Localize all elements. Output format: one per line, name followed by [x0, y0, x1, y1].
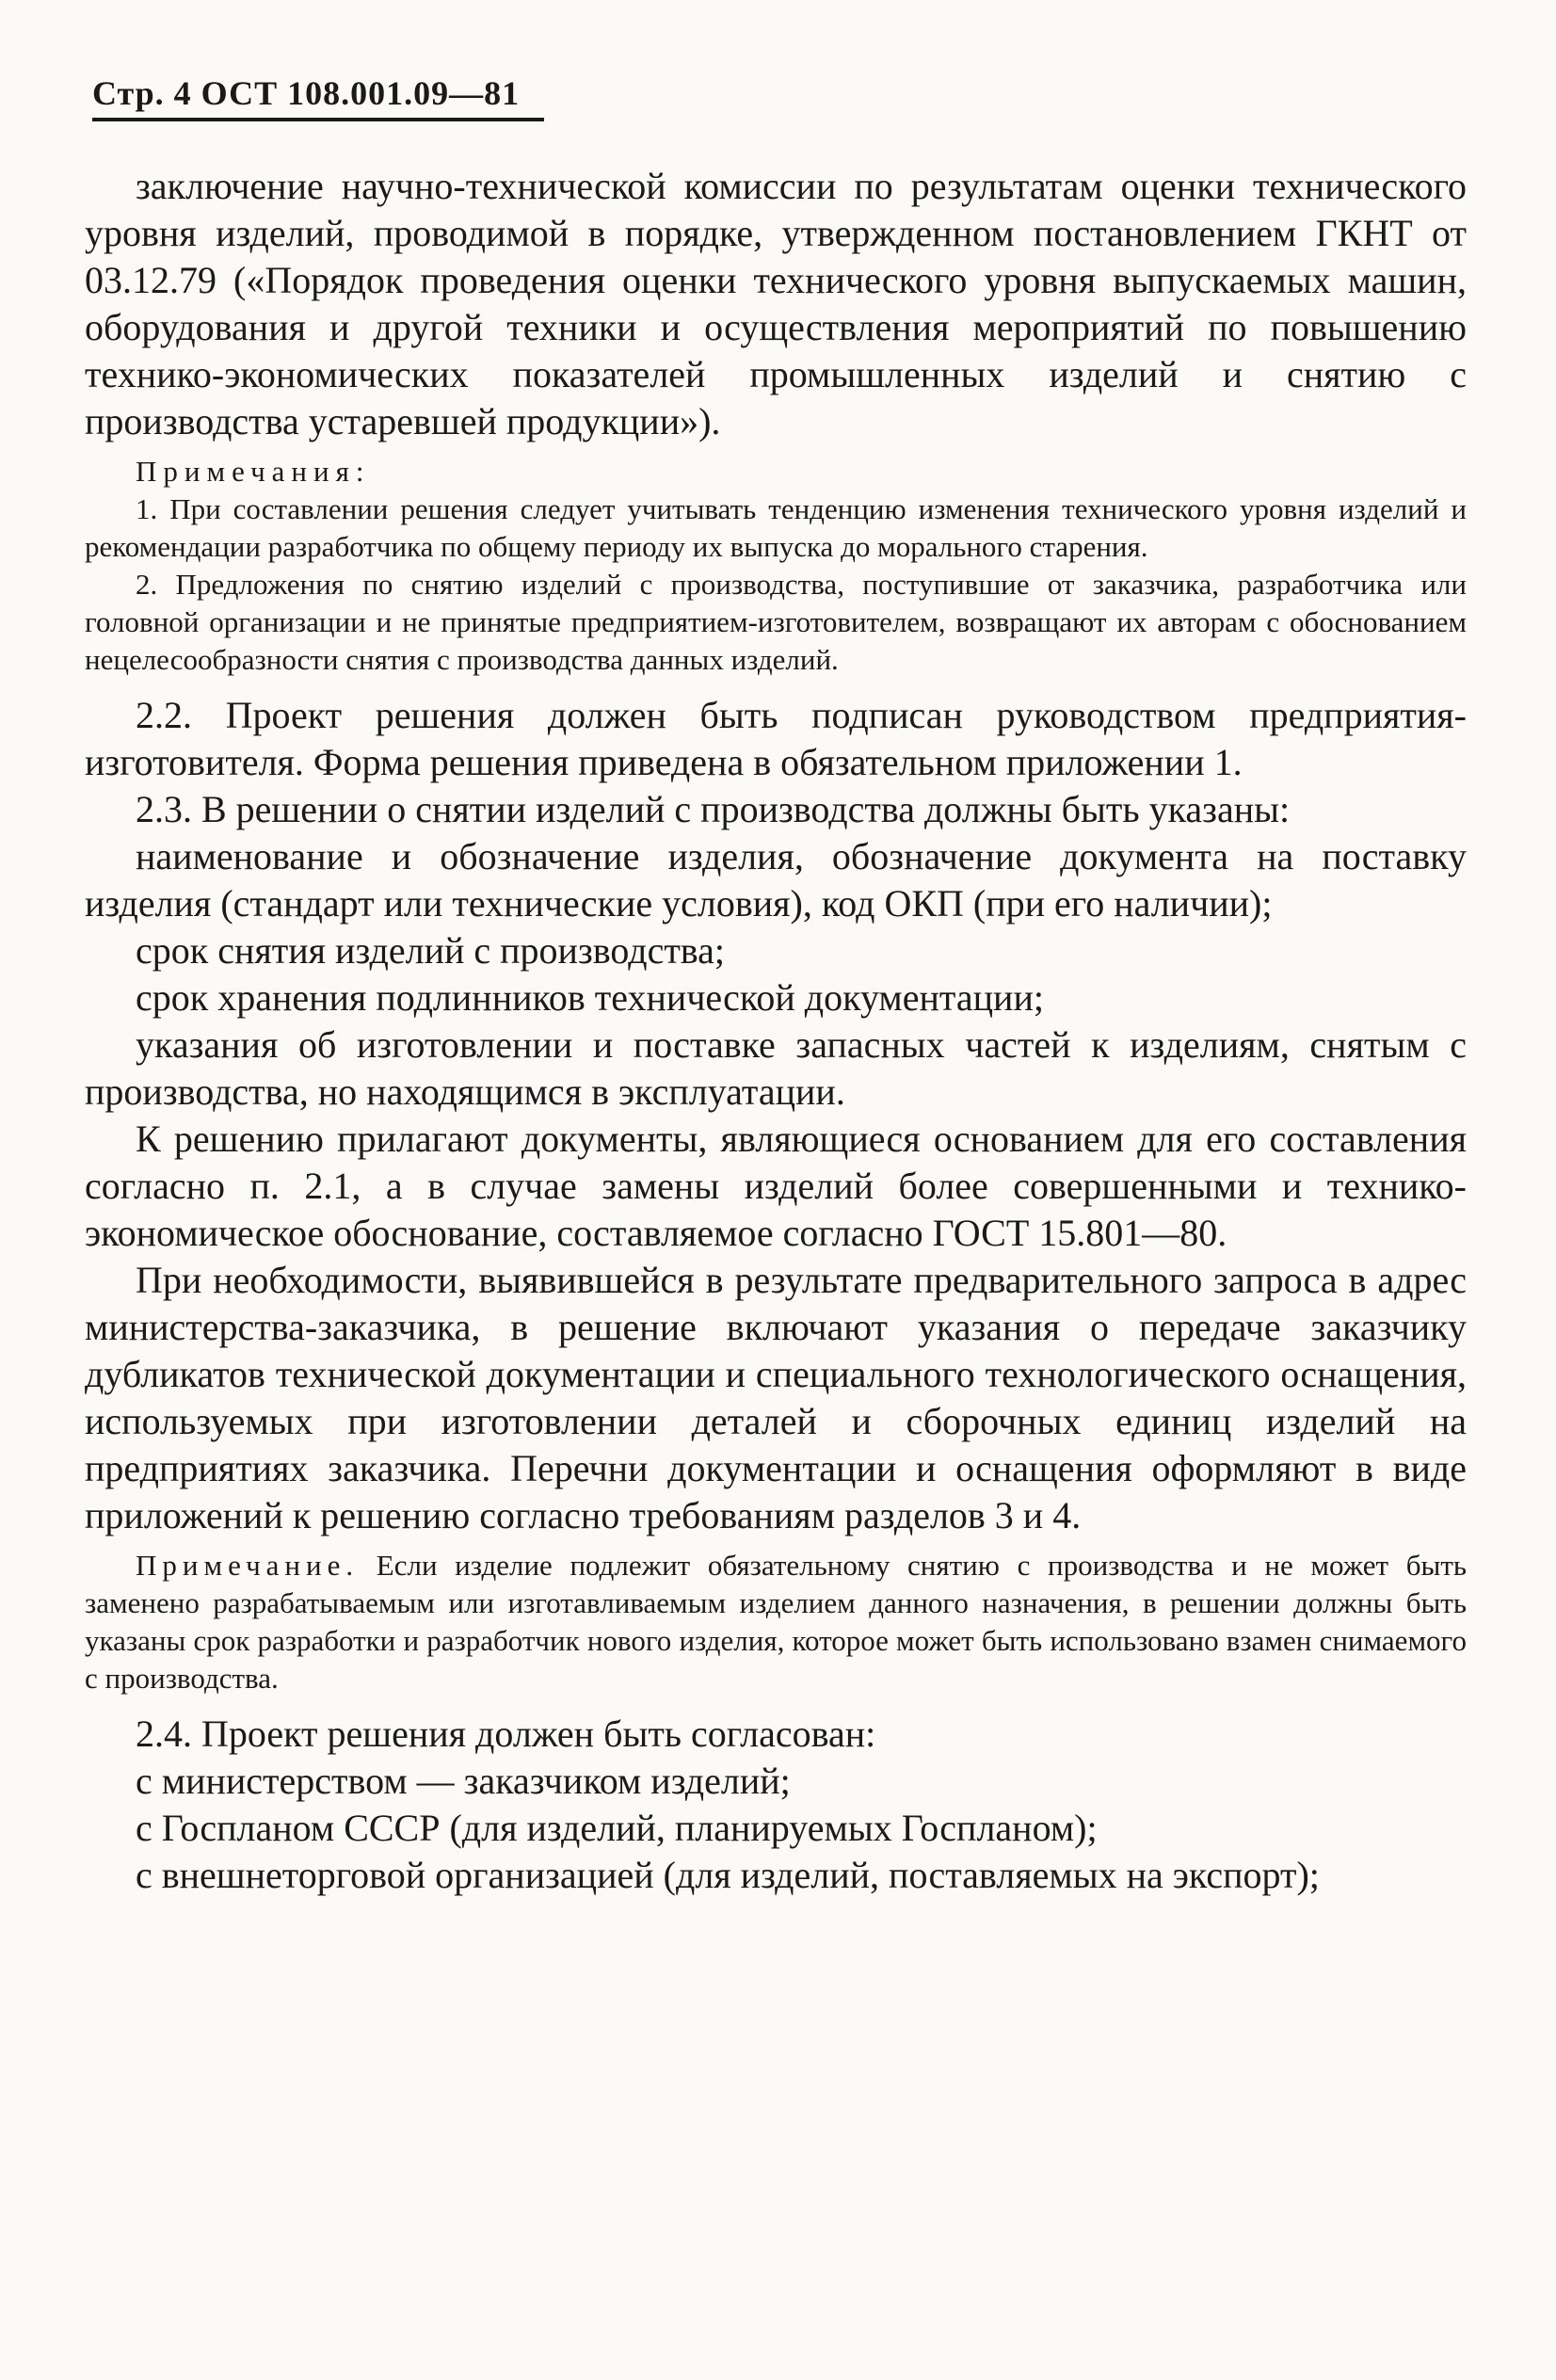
paragraph-transfer-of-documentation: При необходимости, выявившейся в результате предварительного запроса в адрес министерства-заказчика, в решение включают указания о передаче заказчику дубликатов технической документации и специального технологического оснащения, используемых при изготовлении деталей и сборочных единиц изделий на предприятиях заказчика. Перечни документации и оснащения оформляют в виде приложений к решению согласно требованиям разделов 3 и 4.	[85, 1259, 1467, 1536]
list-item-removal-term: срок снятия изделий с производства;	[136, 929, 726, 972]
document-body	[85, 163, 1467, 1899]
paragraph-conclusion: заключение научно-технической комиссии по результатам оценки технического уровня изделий, проводимой в порядке, утвержденном постановлением ГКНТ от 03.12.79 («Порядок проведения оценки технического уровня выпускаемых машин, оборудования и другой техники и осуществления мероприятий по повышению технико-экономических показателей промышленных изделий и снятию с производства устаревшей продукции»).	[85, 165, 1467, 442]
note-item-1: 1. При составлении решения следует учитывать тенденцию изменения технического уровня изделий и рекомендации разработчика по общему периоду их выпуска до морального старения.	[85, 492, 1467, 563]
paragraph-2-2: 2.2. Проект решения должен быть подписан руководством предприятия-изготовителя. Форма решения приведена в обязательном приложении 1.	[85, 694, 1467, 783]
paragraph-2-3: 2.3. В решении о снятии изделий с производства должны быть указаны:	[136, 788, 1291, 830]
paragraph-attachments: К решению прилагают документы, являющиеся основанием для его составления согласно п. 2.1, а в случае замены изделий более совершенными и технико-экономическое обоснование, составляемое согласно ГОСТ 15.801—80.	[85, 1118, 1467, 1254]
paragraph-2-4: 2.4. Проект решения должен быть согласован:	[136, 1713, 876, 1755]
list-item-spare-parts: указания об изготовлении и поставке запасных частей к изделиям, снятым с производства, но находящимся в эксплуатации.	[85, 1023, 1467, 1113]
list-item-ministry-customer: с министерством — заказчиком изделий;	[136, 1760, 791, 1802]
notes-heading: Примечания:	[136, 455, 371, 488]
page-number-and-standard: Стр. 4 ОСТ 108.001.09—81	[92, 73, 544, 121]
note-single-label: Примечание.	[136, 1549, 360, 1582]
list-item-designation: наименование и обозначение изделия, обозначение документа на поставку изделия (стандарт или технические условия), код ОКП (при его наличии);	[85, 835, 1467, 925]
list-item-export: с внешнеторговой организацией (для изделий, поставляемых на экспорт);	[136, 1854, 1320, 1896]
running-header	[92, 73, 1467, 121]
note-single	[85, 1547, 1467, 1697]
list-item-storage-term: срок хранения подлинников технической документации;	[136, 976, 1044, 1019]
note-item-2: 2. Предложения по снятию изделий с производства, поступившие от заказчика, разработчика или головной организации и не принятые предприятием-изготовителем, возвращают их авторам с обоснованием нецелесообразности снятия с производства данных изделий.	[85, 568, 1467, 676]
note-single-text: Если изделие подлежит обязательному снятию с производства и не может быть заменено разрабатываемым или изготавливаемым изделием данного назначения, в решении должны быть указаны срок разработки и разработчик нового изделия, которое может быть использовано взамен снимаемого с производства.	[85, 1549, 1467, 1695]
list-item-gosplan: с Госпланом СССР (для изделий, планируемых Госпланом);	[136, 1807, 1098, 1849]
